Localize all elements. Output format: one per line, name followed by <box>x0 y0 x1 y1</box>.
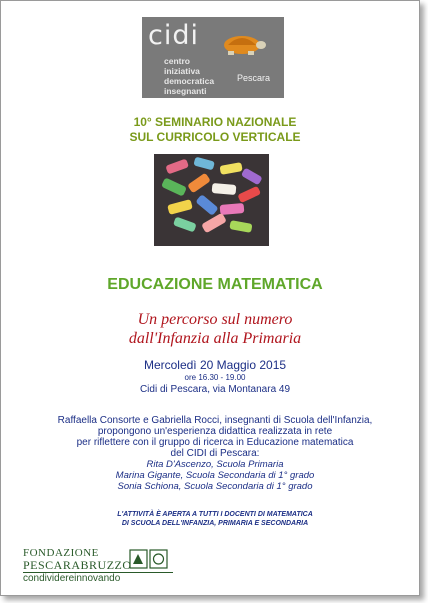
description-line: Raffaella Consorte e Gabriella Rocci, insegnanti di Scuola dell'Infanzia, <box>57 415 373 426</box>
description-line: del CIDI di Pescara: <box>170 448 260 459</box>
seminar-title-line: 10° SEMINARIO NAZIONALE <box>133 115 297 129</box>
sponsor-emblem-icon <box>129 549 169 569</box>
note-line: L'ATTIVITÀ È APERTA A TUTTI I DOCENTI DI MATEMATICA <box>117 511 313 518</box>
sponsor-name-top: FONDAZIONE <box>23 547 99 559</box>
chalk-photo <box>154 154 269 246</box>
logo-line: democratica <box>164 76 215 86</box>
logo-line: centro <box>164 56 190 66</box>
participant: Rita D'Ascenzo, Scuola Primaria <box>146 459 284 470</box>
sponsor-name-main: PESCARABRUZZO <box>23 558 132 572</box>
turtle-icon <box>214 29 268 55</box>
note-line: DI SCUOLA DELL'INFANZIA, PRIMARIA E SECONDARIA <box>121 520 309 527</box>
event-date: Mercoledì 20 Maggio 2015 <box>143 358 287 372</box>
audience-note <box>1 510 428 528</box>
subtitle <box>1 310 428 348</box>
cidi-logo <box>142 17 284 98</box>
description <box>1 415 428 459</box>
subtitle-line: Un percorso sul numero <box>137 311 293 328</box>
topic-title: EDUCAZIONE MATEMATICA <box>107 276 323 293</box>
logo-city: Pescara <box>237 73 271 83</box>
subtitle-line: dall'Infanzia alla Primaria <box>128 330 302 347</box>
participants-list <box>1 459 428 492</box>
seminar-title-line: SUL CURRICOLO VERTICALE <box>129 130 301 144</box>
participant: Sonia Schiona, Scuola Secondaria di 1° grado <box>117 481 313 492</box>
logo-line: iniziativa <box>164 66 200 76</box>
sponsor-logo <box>23 547 173 587</box>
participant: Marina Gigante, Scuola Secondaria di 1° grado <box>115 470 315 481</box>
description-line: per riflettere con il gruppo di ricerca in Educazione matematica <box>76 437 354 448</box>
event-info <box>1 358 428 395</box>
event-time: ore 16.30 - 19.00 <box>184 373 246 382</box>
logo-brand: cidi <box>148 20 199 51</box>
seminar-title <box>1 115 428 145</box>
sponsor-slogan: condividereinnovando <box>23 573 121 584</box>
logo-acronym-lines <box>164 56 214 96</box>
description-line: propongono un'esperienza didattica realizzata in rete <box>97 426 333 437</box>
logo-line: insegnanti <box>164 86 207 96</box>
event-place: Cidi di Pescara, via Montanara 49 <box>139 384 291 395</box>
